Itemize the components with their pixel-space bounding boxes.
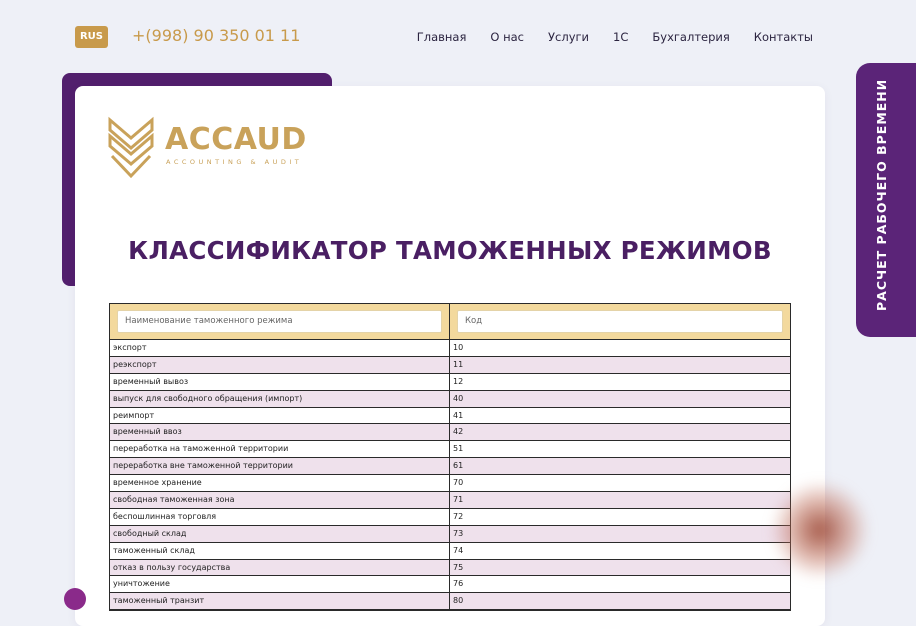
regime-name-cell: переработка вне таможенной территории bbox=[110, 458, 450, 474]
main-nav bbox=[393, 30, 813, 44]
table-row bbox=[110, 357, 790, 374]
regime-code-cell: 71 bbox=[453, 495, 464, 505]
table-header-row bbox=[110, 304, 790, 340]
regime-name-cell: временное хранение bbox=[110, 475, 450, 491]
regime-name-cell: переработка на таможенной территории bbox=[110, 441, 450, 457]
logo-name: ACCAUD bbox=[165, 122, 307, 157]
table-row bbox=[110, 509, 790, 526]
table-row bbox=[110, 526, 790, 543]
logo-chevron-icon bbox=[108, 118, 154, 180]
regime-name-cell: беспошлинная торговля bbox=[110, 509, 450, 525]
nav-item-1c[interactable]: 1С bbox=[613, 30, 629, 44]
regime-code-cell: 12 bbox=[453, 376, 464, 386]
regime-name-cell: таможенный склад bbox=[110, 543, 450, 559]
table-row bbox=[110, 408, 790, 425]
column-header-name bbox=[110, 304, 450, 339]
regime-name-cell: выпуск для свободного обращения (импорт) bbox=[110, 391, 450, 407]
logo-subtitle: ACCOUNTING & AUDIT bbox=[166, 158, 303, 166]
table-row bbox=[110, 441, 790, 458]
nav-item-home[interactable]: Главная bbox=[416, 30, 467, 44]
regime-code-cell: 76 bbox=[453, 579, 464, 589]
table-row bbox=[110, 593, 790, 610]
table-row bbox=[110, 340, 790, 357]
filter-name-input[interactable]: Наименование таможенного режима bbox=[117, 310, 442, 333]
table-row bbox=[110, 543, 790, 560]
regime-name-cell: реэкспорт bbox=[110, 357, 450, 373]
regime-code-cell: 73 bbox=[453, 528, 464, 538]
regime-code-cell: 51 bbox=[453, 444, 464, 454]
logo[interactable] bbox=[108, 118, 318, 182]
work-time-calculator-tab[interactable] bbox=[856, 63, 916, 337]
regime-code-cell: 70 bbox=[453, 478, 464, 488]
table-row bbox=[110, 576, 790, 593]
regime-code-cell: 80 bbox=[453, 596, 464, 606]
regime-name-cell: таможенный транзит bbox=[110, 593, 450, 609]
table-row bbox=[110, 374, 790, 391]
customs-regimes-table bbox=[109, 303, 791, 611]
regime-name-cell: отказ в пользу государства bbox=[110, 560, 450, 576]
table-row bbox=[110, 492, 790, 509]
regime-name-cell: временный вывоз bbox=[110, 374, 450, 390]
filter-code-input[interactable]: Код bbox=[457, 310, 783, 333]
regime-name-cell: свободный склад bbox=[110, 526, 450, 542]
regime-code-cell: 10 bbox=[453, 343, 464, 352]
regime-name-cell: временный ввоз bbox=[110, 424, 450, 440]
regime-code-cell: 72 bbox=[453, 511, 464, 521]
table-row bbox=[110, 424, 790, 441]
decorative-blur bbox=[770, 480, 870, 580]
content-card bbox=[75, 86, 825, 626]
nav-item-services[interactable]: Услуги bbox=[548, 30, 590, 44]
regime-name-cell: экспорт bbox=[110, 340, 450, 356]
regime-code-cell: 61 bbox=[453, 461, 464, 471]
regime-name-cell: уничтожение bbox=[110, 576, 450, 592]
page-title: КЛАССИФИКАТОР ТАМОЖЕННЫХ РЕЖИМОВ bbox=[128, 236, 772, 265]
table-row bbox=[110, 475, 790, 492]
side-tab-label: РАСЧЕТ РАБОЧЕГО ВРЕМЕНИ bbox=[874, 78, 889, 311]
column-header-code bbox=[450, 304, 790, 339]
nav-item-accounting[interactable]: Бухгалтерия bbox=[652, 30, 730, 44]
table-row bbox=[110, 391, 790, 408]
regime-code-cell: 41 bbox=[453, 410, 464, 420]
regime-code-cell: 11 bbox=[453, 359, 464, 369]
language-switcher[interactable]: RUS bbox=[75, 26, 108, 48]
regime-name-cell: свободная таможенная зона bbox=[110, 492, 450, 508]
regime-code-cell: 75 bbox=[453, 562, 464, 572]
nav-item-contacts[interactable]: Контакты bbox=[753, 30, 813, 44]
decorative-dot bbox=[64, 588, 86, 610]
phone-number[interactable]: +(998) 90 350 01 11 bbox=[132, 26, 301, 45]
table-body bbox=[110, 340, 790, 610]
site-header bbox=[0, 0, 900, 74]
regime-code-cell: 42 bbox=[453, 427, 464, 437]
nav-item-about[interactable]: О нас bbox=[490, 30, 525, 44]
table-row bbox=[110, 458, 790, 475]
table-row bbox=[110, 560, 790, 577]
regime-name-cell: реимпорт bbox=[110, 408, 450, 424]
regime-code-cell: 74 bbox=[453, 545, 464, 555]
regime-code-cell: 40 bbox=[453, 393, 464, 403]
